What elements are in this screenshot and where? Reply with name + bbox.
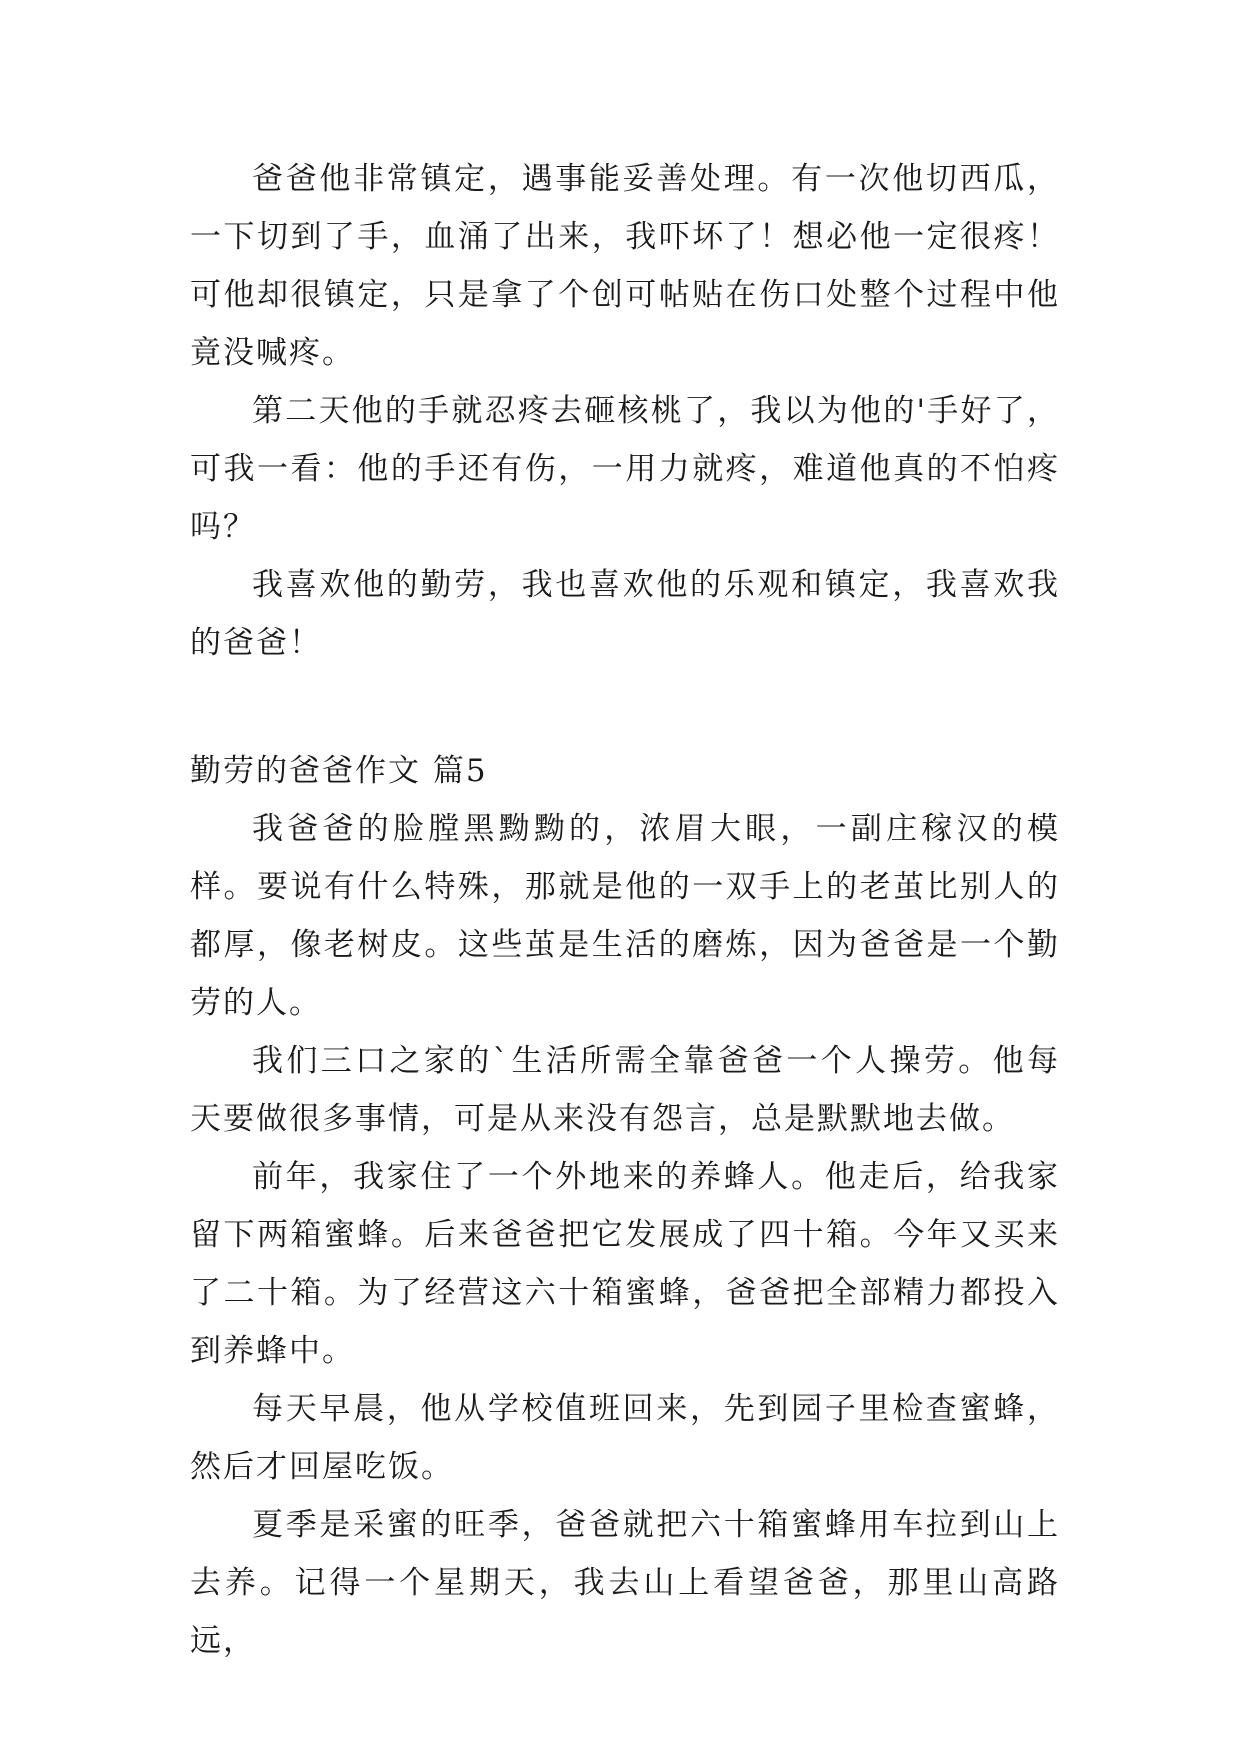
paragraph: 我喜欢他的勤劳，我也喜欢他的乐观和镇定，我喜欢我的爸爸！ [190, 567, 1060, 661]
paragraph: 我们三口之家的`生活所需全靠爸爸一个人操劳。他每天要做很多事情，可是从来没有怨言，总是默默地去做。 [190, 1043, 1060, 1137]
paragraph: 爸爸他非常镇定，遇事能妥善处理。有一次他切西瓜，一下切到了手，血涌了出来，我吓坏了！想必他一定很疼！可他却很镇定，只是拿了个创可帖贴在伤口处整个过程中他竟没喊疼。 [190, 161, 1060, 371]
paragraph: 前年，我家住了一个外地来的养蜂人。他走后，给我家留下两箱蜜蜂。后来爸爸把它发展成了四十箱。今年又买来了二十箱。为了经营这六十箱蜜蜂，爸爸把全部精力都投入到养蜂中。 [190, 1159, 1060, 1369]
paragraph: 第二天他的手就忍疼去砸核桃了，我以为他的'手好了，可我一看：他的手还有伤，一用力就疼，难道他真的不怕疼吗？ [190, 393, 1060, 545]
paragraph: 我爸爸的脸膛黑黝黝的，浓眉大眼，一副庄稼汉的模样。要说有什么特殊，那就是他的一双手上的老茧比别人的都厚，像老树皮。这些茧是生活的磨炼，因为爸爸是一个勤劳的人。 [190, 811, 1060, 1021]
paragraph: 夏季是采蜜的旺季，爸爸就把六十箱蜜蜂用车拉到山上去养。记得一个星期天，我去山上看望爸爸，那里山高路远， [190, 1507, 1060, 1659]
paragraph: 每天早晨，他从学校值班回来，先到园子里检查蜜蜂，然后才回屋吃饭。 [190, 1391, 1060, 1485]
section-5 [190, 742, 1060, 1670]
section-heading: 勤劳的爸爸作文 篇5 [190, 753, 488, 789]
previous-section [190, 150, 1060, 672]
document-page [190, 150, 1060, 1670]
